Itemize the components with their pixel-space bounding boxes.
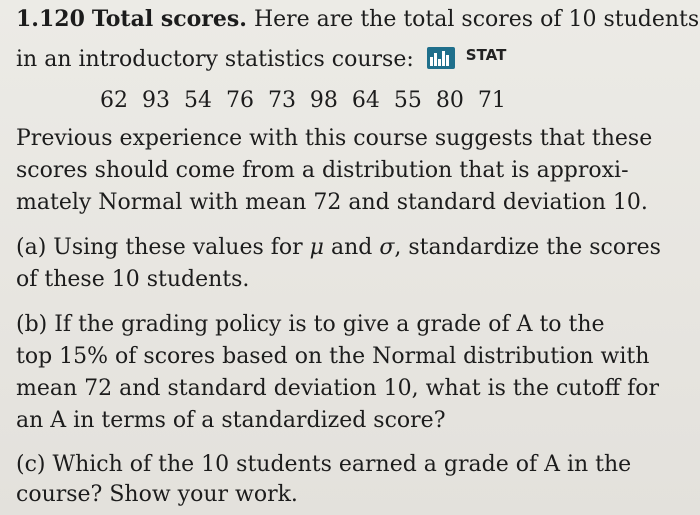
- problem-intro-text-2: in an introductory statistics course:: [16, 47, 414, 72]
- part-a-line-1: [16, 233, 661, 263]
- problem-title: Total scores.: [91, 6, 247, 32]
- dataset-icon: [427, 47, 455, 69]
- part-b-line-4: an A in terms of a standardized score?: [16, 408, 446, 433]
- part-b-line-2: top 15% of scores based on the Normal distribution with: [16, 344, 650, 369]
- part-b-line-3: mean 72 and standard deviation 10, what is the cutoff for: [16, 376, 660, 401]
- scores-list: 62 93 54 76 73 98 64 55 80 71: [100, 88, 506, 113]
- part-b-line-1: (b) If the grading policy is to give a grade of A to the: [16, 312, 605, 337]
- paragraph-line-1: Previous experience with this course suggests that these: [16, 126, 653, 151]
- problem-intro-line-2: [16, 40, 506, 75]
- problem-number: 1.120: [16, 6, 85, 32]
- part-c-line-2: course? Show your work.: [16, 482, 298, 507]
- paragraph-line-3: mately Normal with mean 72 and standard deviation 10.: [16, 190, 648, 215]
- dataset-label: STAT: [465, 46, 507, 64]
- part-c-line-1: (c) Which of the 10 students earned a grade of A in the: [16, 452, 632, 477]
- part-a-text-mid: and: [323, 235, 380, 260]
- problem-intro-text: Here are the total scores of 10 students: [253, 7, 700, 32]
- mu-symbol: μ: [309, 235, 324, 260]
- paragraph-line-2: scores should come from a distribution that is approxi-: [16, 158, 629, 183]
- sigma-symbol: σ: [379, 235, 395, 260]
- part-a-text-post: , standardize the scores: [394, 235, 661, 260]
- part-a-line-2: of these 10 students.: [16, 267, 250, 292]
- part-a-text-pre: (a) Using these values for: [16, 235, 310, 260]
- problem-header-line: [16, 4, 699, 35]
